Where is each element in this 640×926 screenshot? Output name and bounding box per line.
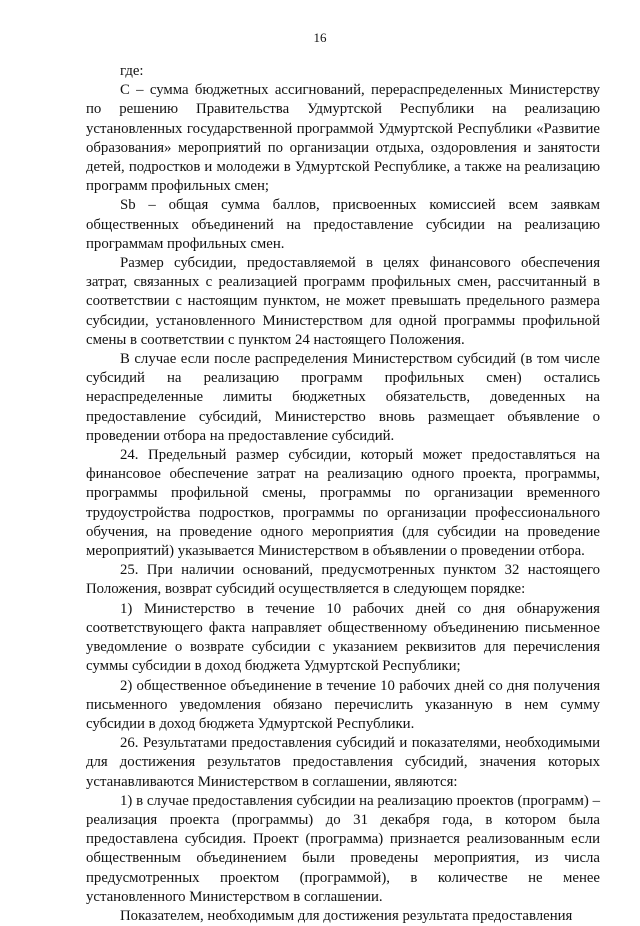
paragraph-where: где: bbox=[120, 63, 144, 79]
paragraph-item-25: 25. При наличии оснований, предусмотренных пунктом 32 настоящего Положения, возврат субсидий осуществляется в следующем порядке: bbox=[86, 562, 600, 598]
paragraph-item-25-1: 1) Министерство в течение 10 рабочих дней со дня обнаружения соответствующего факта направляет общественному объединению письменное уведомление о возврате субсидии с указанием реквизитов для перечисления суммы субсидии в доход бюджета Удмуртской Республики; bbox=[86, 600, 600, 675]
paragraph-remaining-limits: В случае если после распределения Министерством субсидий (в том числе субсидий на реализацию программ профильных смен) остались нераспределенные лимиты бюджетных обязательств, доведенных на предоставление субсидий, Министерство вновь размещает объявление о проведении отбора на предоставление субсидий. bbox=[86, 351, 600, 444]
paragraph-subsidy-size: Размер субсидии, предоставляемой в целях финансового обеспечения затрат, связанных с реализацией программ профильных смен, рассчитанный в соответствии с настоящим пунктом, не может превышать предельного размера субсидии, установленного Министерством для одной программы профильной смены в соответствии с пунктом 24 настоящего Положения. bbox=[86, 255, 600, 348]
paragraph-item-26: 26. Результатами предоставления субсидий и показателями, необходимыми для достижения результатов предоставления субсидий, значения которых устанавливаются Министерством в соглашении, являются: bbox=[86, 735, 600, 790]
paragraph-item-25-2: 2) общественное объединение в течение 10 рабочих дней со дня получения письменного уведомления обязано перечислить указанную в нем сумму субсидии в доход бюджета Удмуртской Республики. bbox=[86, 677, 600, 732]
paragraph-indicator: Показателем, необходимым для достижения результата предоставления bbox=[120, 907, 573, 924]
page-number: 16 bbox=[313, 30, 327, 45]
paragraph-item-26-1: 1) в случае предоставления субсидии на реализацию проектов (программ) – реализация проекта (программы) до 31 декабря года, в котором была предоставлена субсидия. Проект (программа) признается реализованным если общественным объединением были проведены мероприятия, из числа предусмотренных проектом (программой), в количестве не менее установленного Министерством в соглашении. bbox=[86, 792, 600, 905]
paragraph-definition-c: C – сумма бюджетных ассигнований, перераспределенных Министерству по решению Правительства Удмуртской Республики на реализацию установленных государственной программой Удмуртской Республики «Развитие образования» мероприятий по организации отдыха, оздоровления и занятости детей, подростков и молодежи в Удмуртской Республике, а также на реализацию программ профильных смен; bbox=[86, 82, 600, 195]
paragraph-definition-sb: Sb – общая сумма баллов, присвоенных комиссией всем заявкам общественных объединений на предоставление субсидии на реализацию программам профильных смен. bbox=[86, 197, 600, 252]
document-body bbox=[86, 62, 600, 926]
paragraph-item-24: 24. Предельный размер субсидии, который может предоставляться на финансовое обеспечение затрат на реализацию одного проекта, программы, программы профильной смены, программы по организации временного трудоустройства подростков, программы по организации профессионального обучения, на проведение одного мероприятия (для субсидии на проведение мероприятий) указывается Министерством в объявлении о проведении отбора. bbox=[86, 447, 600, 560]
